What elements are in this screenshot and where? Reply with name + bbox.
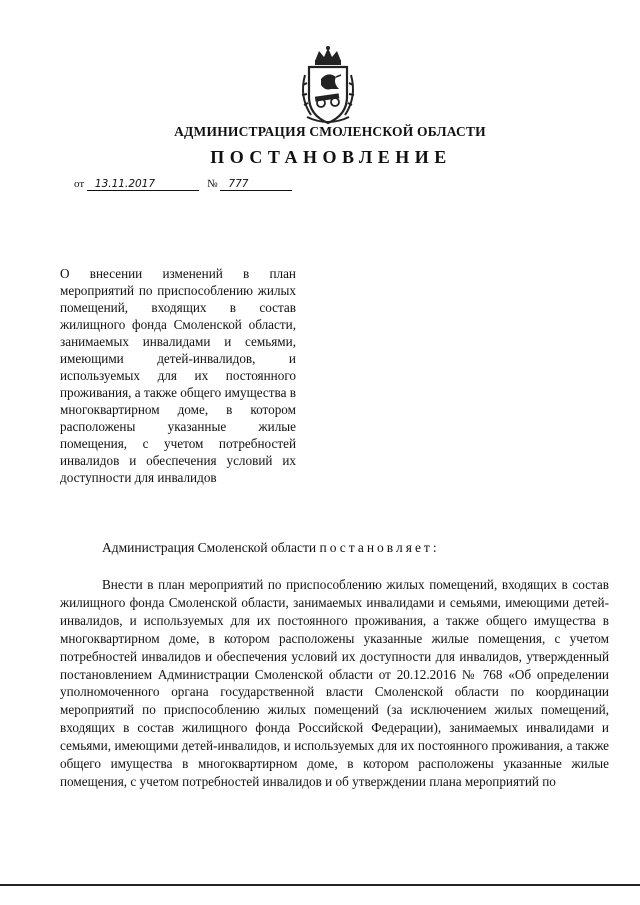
organization-title: АДМИНИСТРАЦИЯ СМОЛЕНСКОЙ ОБЛАСТИ [174, 124, 486, 139]
decree-verb: постановляет: [319, 540, 440, 555]
decree-prefix: Администрация Смоленской области [102, 540, 317, 555]
dateline [74, 178, 292, 191]
coat-of-arms-icon [293, 45, 363, 127]
date-value: 13.11.2017 [87, 178, 199, 191]
page-bottom-rule [0, 884, 640, 886]
document-type-title: ПОСТАНОВЛЕНИЕ [210, 147, 452, 167]
body-paragraph: Внести в план мероприятий по приспособлению жилых помещений, входящих в состав жилищного фонда Смоленской области, занимаемых инвалидами и семьями, имеющими детей-инвалидов, и используемых для их постоянного проживания, а также общего имущества в многоквартирном доме, в котором расположены указанные жилые помещения, с учетом потребностей инвалидов и обеспечения условий их доступности для инвалидов, утвержденный постановлением Администрации Смоленской области от 20.12.2016 № 768 «Об определении уполномоченного органа государственной власти Смоленской области по координации мероприятий по приспособлению жилых помещений (за исключением жилых помещений, входящих в состав жилищного фонда Российской Федерации), занимаемых инвалидами и семьями, имеющими детей-инвалидов, и используемых для их постоянного проживания, а также общего имущества в многоквартирном доме, в котором расположены указанные жилые помещения, с учетом потребностей инвалидов и об утверждении плана мероприятий по [60, 577, 609, 789]
date-label: от [74, 178, 85, 190]
number-label: № [207, 178, 218, 190]
document-subject: О внесении изменений в план мероприятий по приспособлению жилых помещений, входящих в состав жилищного фонда Смоленской области, занимаемых инвалидами и семьями, имеющими детей-инвалидов, и используемых для их постоянного проживания, а также общего имущества в многоквартирном доме, в котором расположены указанные жилые помещения, с учетом потребностей инвалидов и обеспечения условий их доступности для инвалидов [60, 266, 296, 485]
number-value: 777 [220, 178, 292, 191]
decree-line [102, 540, 440, 556]
